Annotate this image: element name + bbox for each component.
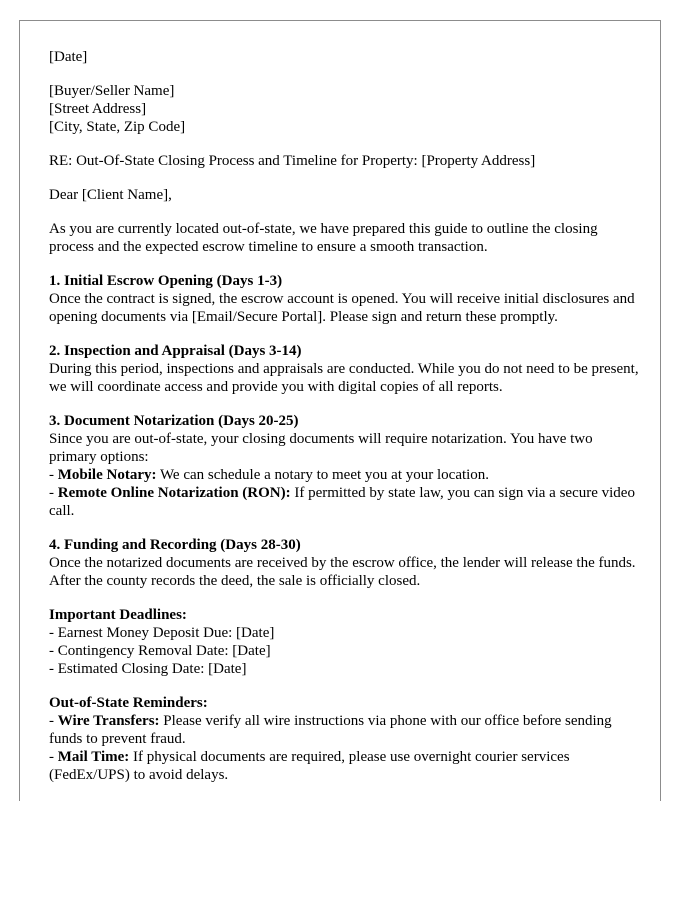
reminder-text: If physical documents are required, please use overnight courier services (FedEx/UPS) to avoid delays. xyxy=(49,749,570,783)
deadlines-heading: Important Deadlines: xyxy=(49,607,187,623)
reminder-label: Wire Transfers: xyxy=(57,713,160,729)
letter-date: [Date] xyxy=(49,49,88,65)
option-text: We can schedule a notary to meet you at your location. xyxy=(156,467,490,483)
option-text: If permitted by state law, you can sign via a secure video call. xyxy=(49,485,635,519)
deadline-item: - Estimated Closing Date: [Date] xyxy=(49,661,247,677)
section-initial-escrow xyxy=(49,272,639,326)
reminders-heading: Out-of-State Reminders: xyxy=(49,695,208,711)
section-body: During this period, inspections and appraisals are conducted. While you do not need to be present, we will coordinate access and provide you with digital copies of all reports. xyxy=(49,361,639,395)
option-label: Remote Online Notarization (RON): xyxy=(57,485,291,501)
option-prefix: - xyxy=(49,467,58,483)
reminder-label: Mail Time: xyxy=(57,749,130,765)
salutation: Dear [Client Name], xyxy=(49,187,172,203)
recipient-street: [Street Address] xyxy=(49,101,147,117)
section-heading: 2. Inspection and Appraisal (Days 3-14) xyxy=(49,343,302,359)
recipient-address xyxy=(49,82,639,136)
option-mobile-notary xyxy=(49,466,639,484)
section-heading: 4. Funding and Recording (Days 28-30) xyxy=(49,537,301,553)
letter-body xyxy=(49,48,639,784)
deadline-item: - Contingency Removal Date: [Date] xyxy=(49,643,271,659)
letter-page xyxy=(19,20,661,801)
reminder-mail-time xyxy=(49,748,639,784)
section-funding xyxy=(49,536,639,590)
option-remote-notarization xyxy=(49,484,639,520)
reminder-wire-transfers xyxy=(49,712,639,748)
option-label: Mobile Notary: xyxy=(57,467,157,483)
recipient-name: [Buyer/Seller Name] xyxy=(49,83,175,99)
section-heading: 1. Initial Escrow Opening (Days 1-3) xyxy=(49,273,283,289)
reminder-prefix: - xyxy=(49,749,58,765)
section-body: Once the notarized documents are received by the escrow office, the lender will release the funds. After the county records the deed, the sale is officially closed. xyxy=(49,555,636,589)
section-inspection xyxy=(49,342,639,396)
option-prefix: - xyxy=(49,485,58,501)
section-body: Once the contract is signed, the escrow account is opened. You will receive initial disclosures and opening documents via [Email/Secure Portal]. Please sign and return these promptly. xyxy=(49,291,635,325)
reminder-prefix: - xyxy=(49,713,58,729)
re-line: RE: Out-Of-State Closing Process and Timeline for Property: [Property Address] xyxy=(49,153,536,169)
reminders-block xyxy=(49,694,639,784)
deadlines-block xyxy=(49,606,639,678)
section-notarization xyxy=(49,412,639,520)
deadline-item: - Earnest Money Deposit Due: [Date] xyxy=(49,625,275,641)
intro-paragraph: As you are currently located out-of-state, we have prepared this guide to outline the closing process and the expected escrow timeline to ensure a smooth transaction. xyxy=(49,221,598,255)
section-body: Since you are out-of-state, your closing documents will require notarization. You have two primary options: xyxy=(49,431,593,465)
section-heading: 3. Document Notarization (Days 20-25) xyxy=(49,413,299,429)
recipient-city: [City, State, Zip Code] xyxy=(49,119,186,135)
reminder-text: Please verify all wire instructions via phone with our office before sending funds to prevent fraud. xyxy=(49,713,612,747)
